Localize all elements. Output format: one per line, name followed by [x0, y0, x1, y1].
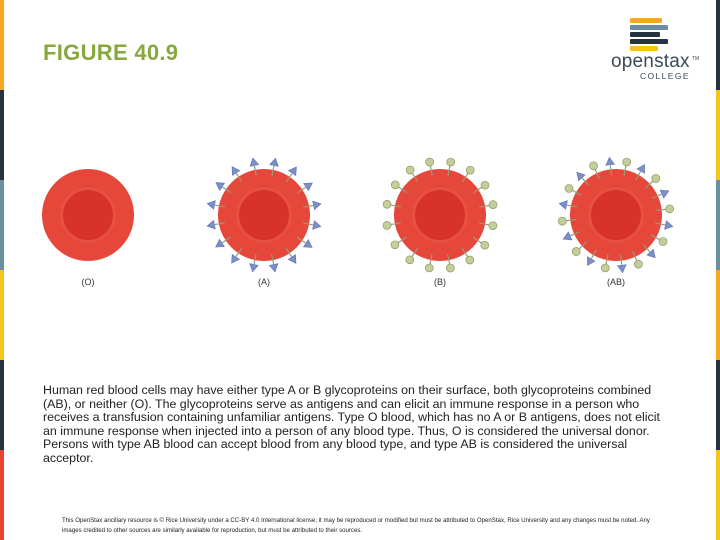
b-antigen-icon: [466, 166, 474, 174]
a-antigen-icon: [207, 220, 215, 229]
logo-trademark: TM: [692, 56, 700, 62]
a-antigen-icon: [216, 183, 225, 191]
cell-center: [239, 190, 289, 240]
a-antigen-icon: [288, 255, 296, 264]
red-blood-cells-illustration: [40, 155, 680, 275]
b-antigen-icon: [466, 256, 474, 264]
b-antigen-icon: [425, 264, 433, 272]
a-antigen-icon: [313, 201, 321, 210]
edge-segment: [716, 450, 720, 540]
b-antigen-icon: [590, 162, 598, 170]
figure-title: FIGURE 40.9: [43, 40, 179, 65]
cell-center: [63, 190, 113, 240]
b-antigen-icon: [383, 221, 391, 229]
a-antigen-icon: [232, 255, 240, 264]
b-antigen-icon: [391, 241, 399, 249]
a-antigen-icon: [289, 167, 297, 176]
a-antigen-icon: [250, 264, 259, 272]
b-antigen-icon: [447, 158, 455, 166]
openstax-logo: [608, 18, 698, 82]
cell-center: [591, 190, 641, 240]
edge-segment: [716, 90, 720, 180]
cell-label-ab: (AB): [607, 277, 625, 287]
cell-center: [415, 190, 465, 240]
b-antigen-icon: [652, 174, 660, 182]
b-antigen-icon: [426, 158, 434, 166]
a-antigen-icon: [304, 240, 313, 248]
logo-bar: [630, 25, 668, 30]
b-antigen-icon: [406, 256, 414, 264]
logo-bar: [630, 39, 668, 44]
a-antigen-icon: [304, 183, 313, 191]
b-antigen-icon: [383, 200, 391, 208]
b-antigen-icon: [601, 264, 609, 272]
a-antigen-icon: [207, 201, 215, 210]
logo-bar: [630, 32, 660, 37]
edge-segment: [0, 360, 4, 450]
b-antigen-icon: [659, 238, 667, 246]
edge-segment: [0, 270, 4, 360]
edge-segment: [0, 0, 4, 90]
b-antigen-icon: [481, 241, 489, 249]
b-antigen-icon: [558, 217, 566, 225]
cell-label-a: (A): [258, 277, 270, 287]
b-antigen-icon: [572, 248, 580, 256]
edge-segment: [0, 450, 4, 540]
a-antigen-icon: [618, 265, 627, 273]
b-antigen-icon: [489, 222, 497, 230]
edge-segment: [716, 180, 720, 270]
edge-segment: [716, 270, 720, 360]
b-antigen-icon: [391, 181, 399, 189]
b-antigen-icon: [446, 264, 454, 272]
license-footer: This OpenStax ancillary resource is © Rice University under a CC-BY 4.0 International license; it may be reproduced or modified but must be attributed to OpenStax, Rice University and any changes must be noted. Any images credited to other sources are similarly available for reproduction, but must be attributed to their sources.: [62, 517, 650, 534]
a-antigen-icon: [232, 167, 240, 176]
cell-label-o: (O): [81, 277, 95, 287]
edge-segment: [0, 180, 4, 270]
left-color-edge: [0, 0, 4, 540]
edge-segment: [716, 0, 720, 90]
logo-bar: [630, 18, 662, 23]
b-antigen-icon: [623, 158, 631, 166]
a-antigen-icon: [216, 239, 225, 247]
b-antigen-icon: [406, 166, 414, 174]
cell-label-b: (B): [434, 277, 446, 287]
blood-type-figure: [40, 155, 680, 300]
a-antigen-icon: [269, 264, 278, 272]
b-antigen-icon: [634, 260, 642, 268]
a-antigen-icon: [606, 157, 615, 165]
edge-segment: [0, 90, 4, 180]
red-blood-cell: [383, 158, 497, 272]
b-antigen-icon: [481, 181, 489, 189]
a-antigen-icon: [270, 158, 279, 166]
logo-subtitle: COLLEGE: [640, 71, 690, 81]
red-blood-cell: [42, 169, 134, 261]
right-color-edge: [716, 0, 720, 540]
logo-wordmark: openstax: [611, 51, 690, 72]
b-antigen-icon: [489, 201, 497, 209]
a-antigen-icon: [250, 158, 259, 166]
red-blood-cell: [558, 157, 673, 272]
a-antigen-icon: [660, 190, 669, 198]
logo-bars-icon: [630, 18, 676, 53]
red-blood-cell: [207, 158, 321, 272]
a-antigen-icon: [313, 221, 321, 230]
a-antigen-icon: [665, 221, 673, 230]
b-antigen-icon: [666, 205, 674, 213]
b-antigen-icon: [565, 184, 573, 192]
figure-caption: Human red blood cells may have either type A or B glycoproteins on their surface, both glycoproteins combined (AB), or neither (O). The glycoproteins serve as antigens and can elicit an immune response in a person who receives a transfusion containing unfamiliar antigens. Type O blood, which has no A or B antigens, does not elicit an immune response when injected into a person of any blood type. Thus, O is considered the universal donor. Persons with type AB blood can accept blood from any blood type, and type AB is considered the universal acceptor.: [43, 383, 660, 465]
a-antigen-icon: [559, 201, 567, 210]
edge-segment: [716, 360, 720, 450]
a-antigen-icon: [563, 232, 572, 240]
